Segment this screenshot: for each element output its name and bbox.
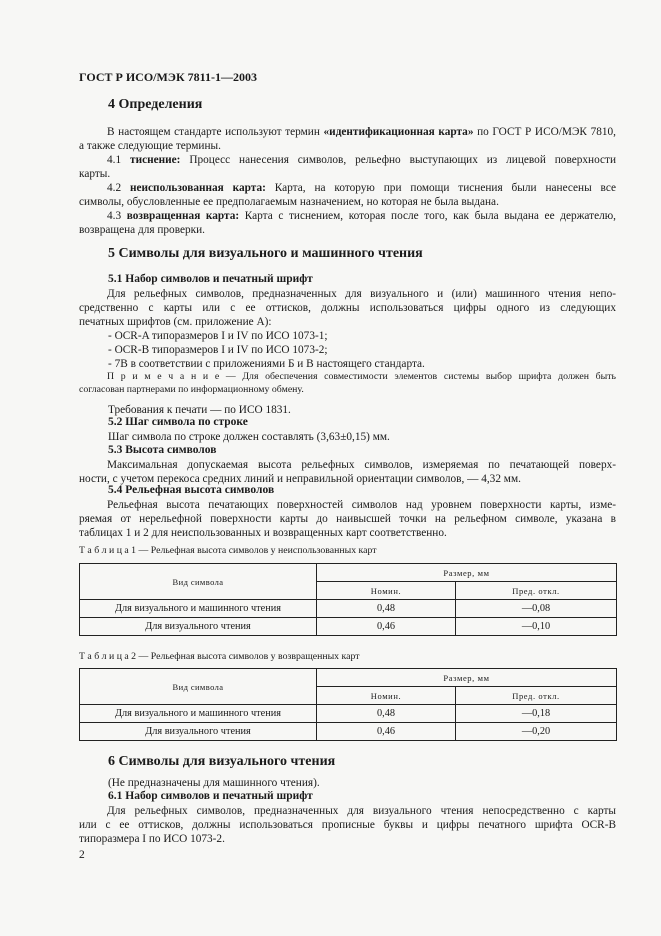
section-5-2-title: 5.2 Шаг символа по строке <box>108 416 248 428</box>
table-2-caption: Т а б л и ц а 2 — Рельефная высота символов у возвращенных карт <box>79 651 360 662</box>
s51-bullet-1: - OCR-A типоразмеров I и IV по ИСО 1073-1; <box>108 330 328 342</box>
table-1 <box>79 563 617 636</box>
s61-line-1: Для рельефных символов, предназначенных для визуального чтения непосредственно с карты <box>107 805 616 817</box>
s6-note: (Не предназначены для машинного чтения). <box>108 777 320 789</box>
table-row <box>80 618 617 636</box>
table-1-header-dev: Пред. откл. <box>456 582 617 600</box>
table-cell: 0,48 <box>317 705 456 723</box>
table-cell: 0,46 <box>317 618 456 636</box>
print-requirements: Требования к печати — по ИСО 1831. <box>108 404 291 416</box>
s54-line-1: Рельефная высота печатающих поверхностей символов над уровнем поверхности карты, изме- <box>107 499 616 511</box>
s52-text: Шаг символа по строке должен составлять (3,63±0,15) мм. <box>108 431 390 443</box>
s53-line-2: ности, с учетом перекоса средних линий и неправильной ориентации символов, — 4,32 мм. <box>79 473 521 485</box>
section-6-1-title: 6.1 Набор символов и печатный шрифт <box>108 790 313 802</box>
s51-bullet-2: - OCR-B типоразмеров I и IV по ИСО 1073-2; <box>108 344 328 356</box>
note-line-2: согласован партнерами по информационному обмену. <box>79 384 304 395</box>
def-4-3-line-1: 4.3 возвращенная карта: Карта с тиснением, которая после того, как была выдана ее держателю, <box>107 210 616 222</box>
section-5-title: 5 Символы для визуального и машинного чтения <box>108 246 423 261</box>
def-4-3-line-2: возвращена для проверки. <box>79 224 205 236</box>
table-2-header-size: Размер, мм <box>317 669 617 687</box>
document-header: ГОСТ Р ИСО/МЭК 7811-1—2003 <box>79 70 257 84</box>
section-5-1-title: 5.1 Набор символов и печатный шрифт <box>108 273 313 285</box>
table-cell: —0,20 <box>456 723 617 741</box>
table-cell: Для визуального и машинного чтения <box>80 600 317 618</box>
table-cell: —0,18 <box>456 705 617 723</box>
table-cell: —0,08 <box>456 600 617 618</box>
table-1-caption: Т а б л и ц а 1 — Рельефная высота символов у неиспользованных карт <box>79 545 377 556</box>
table-2 <box>79 668 617 741</box>
s54-line-2: ряемая от нерельефной поверхности карты до наивысшей точки на рельефном символе, указана в <box>79 513 616 525</box>
section-6-title: 6 Символы для визуального чтения <box>108 754 336 769</box>
table-1-header-nom: Номин. <box>317 582 456 600</box>
s4-intro-line-1: В настоящем стандарте используют термин «идентификационная карта» по ГОСТ Р ИСО/МЭК 7810, <box>107 126 616 138</box>
section-4-title: 4 Определения <box>108 97 203 112</box>
def-4-1-line-2: карты. <box>79 168 111 180</box>
section-5-4-title: 5.4 Рельефная высота символов <box>108 484 275 496</box>
page-number: 2 <box>79 849 85 861</box>
table-cell: Для визуального чтения <box>80 618 317 636</box>
table-row <box>80 723 617 741</box>
table-row <box>80 600 617 618</box>
table-cell: —0,10 <box>456 618 617 636</box>
def-4-2-line-1: 4.2 неиспользованная карта: Карта, на которую при помощи тиснения были нанесены все <box>107 182 616 194</box>
table-cell: 0,48 <box>317 600 456 618</box>
table-row <box>80 705 617 723</box>
s4-intro-line-2: а также следующие термины. <box>79 140 221 152</box>
table-cell: Для визуального чтения <box>80 723 317 741</box>
s51-line-3: печатных шрифтов (см. приложение А): <box>79 316 272 328</box>
s51-bullet-3: - 7B в соответствии с приложениями Б и В настоящего стандарта. <box>108 358 425 370</box>
def-4-1-line-1: 4.1 тиснение: Процесс нанесения символов, рельефно выступающих из лицевой поверхности <box>107 154 617 166</box>
section-5-3-title: 5.3 Высота символов <box>108 444 217 456</box>
table-1-header-type: Вид символа <box>80 564 317 600</box>
s61-line-2: или с ее оттисков, должны использоваться прописные буквы и цифры печатного шрифта OCR-B <box>79 819 616 831</box>
s51-line-1: Для рельефных символов, предназначенных для визуального и (или) машинного чтения непо- <box>107 288 616 300</box>
table-1-header-size: Размер, мм <box>317 564 617 582</box>
s51-line-2: средственно с карты или с ее оттисков, должны использоваться цифры одного из следующих <box>79 302 616 314</box>
table-2-header-dev: Пред. откл. <box>456 687 617 705</box>
table-cell: 0,46 <box>317 723 456 741</box>
def-4-2-line-2: символы, обусловленные ее предполагаемым назначением, но которая не была выдана. <box>79 196 499 208</box>
s54-line-3: таблицах 1 и 2 для неиспользованных и возвращенных карт соответственно. <box>79 527 447 539</box>
table-2-header-nom: Номин. <box>317 687 456 705</box>
table-2-header-type: Вид символа <box>80 669 317 705</box>
note-line-1: П р и м е ч а н и е — Для обеспечения совместимости элементов системы выбор шрифта должен быть <box>107 371 616 382</box>
s53-line-1: Максимальная допускаемая высота рельефных символов, измеряемая по печатающей поверх- <box>107 459 616 471</box>
s61-line-3: типоразмера I по ИСО 1073-2. <box>79 833 225 845</box>
table-cell: Для визуального и машинного чтения <box>80 705 317 723</box>
